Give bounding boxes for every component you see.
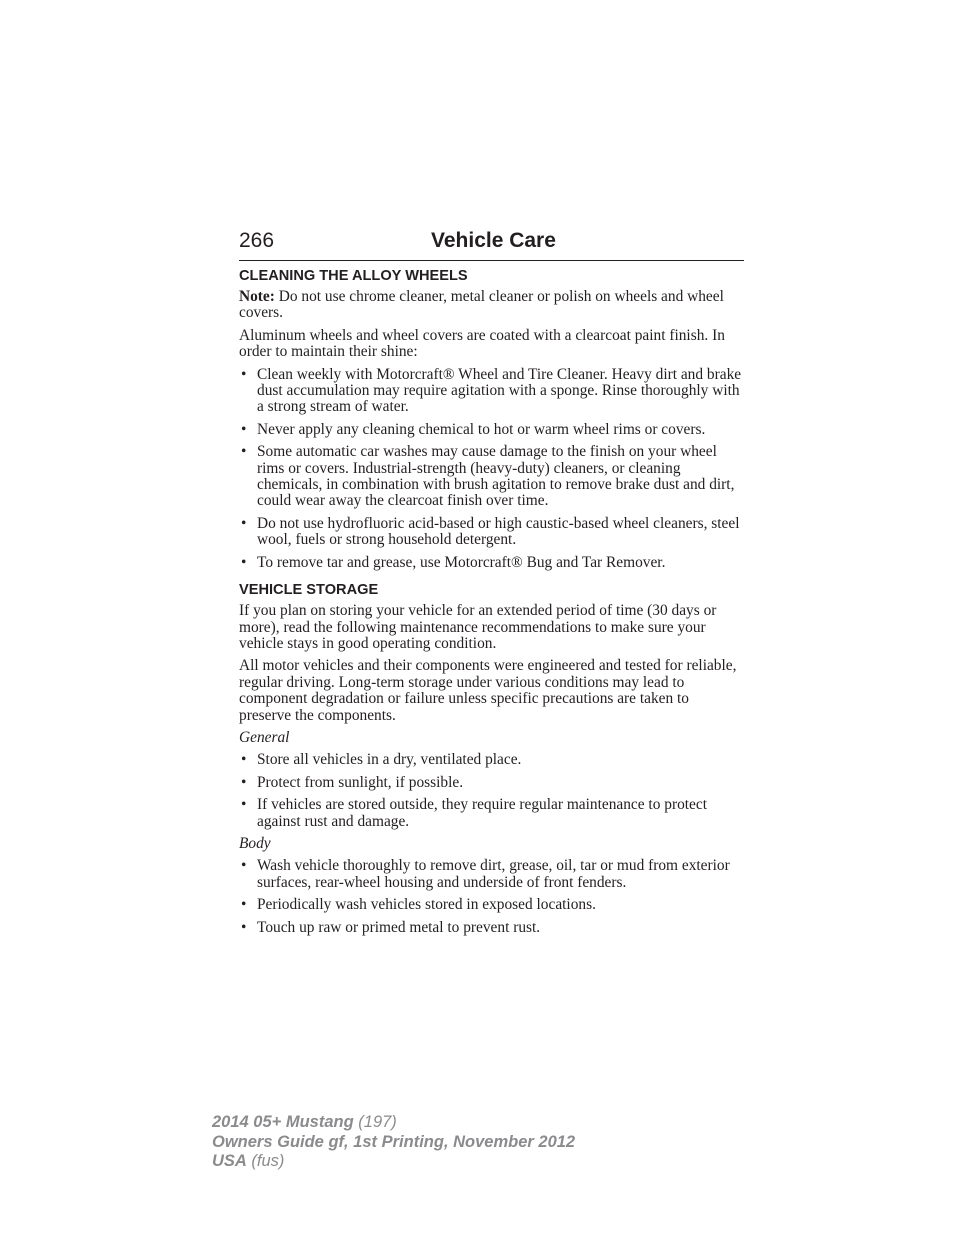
list-item: • Clean weekly with Motorcraft® Wheel and Tire Cleaner. Heavy dirt and brake dust accumulation may require agitation with a sponge. Rinse thoroughly with a strong stream of water.: [239, 367, 744, 416]
footer-market: USA: [212, 1152, 247, 1170]
footer-model: 2014 05+ Mustang: [212, 1113, 354, 1131]
footer-line-model: [212, 1113, 732, 1133]
note-label: Note:: [239, 288, 275, 305]
footer-model-code: (197): [353, 1113, 397, 1131]
list-item: • Touch up raw or primed metal to prevent rust.: [239, 920, 744, 936]
list-item: • To remove tar and grease, use Motorcraft® Bug and Tar Remover.: [239, 555, 744, 571]
note-text: Do not use chrome cleaner, metal cleaner or polish on wheels and wheel covers.: [239, 288, 724, 322]
subheading-body: Body: [239, 834, 271, 852]
note-paragraph: [239, 289, 744, 322]
wheels-intro-paragraph: Aluminum wheels and wheel covers are coated with a clearcoat paint finish. In order to maintain their shine:: [239, 326, 725, 361]
page-header: [239, 229, 744, 261]
list-item: • Some automatic car washes may cause damage to the finish on your wheel rims or covers. Industrial-strength (heavy-duty) cleaners, or cleaning chemicals, in combination with brush agitation to remove brake dust and dirt, could wear away the clearcoat finish over time.: [239, 444, 744, 510]
list-item: • Store all vehicles in a dry, ventilated place.: [239, 752, 744, 768]
footer-line-printing: Owners Guide gf, 1st Printing, November 2012: [212, 1132, 576, 1151]
storage-paragraph-1: If you plan on storing your vehicle for an extended period of time (30 days or more), read the following maintenance recommendations to make sure your vehicle stays in good operating condition.: [239, 602, 717, 652]
storage-paragraph-2: All motor vehicles and their components were engineered and tested for reliable, regular driving. Long-term storage under various conditions may lead to component degradation or failure unless specific precautions are taken to preserve the components.: [239, 657, 737, 724]
print-footer: [212, 1113, 732, 1172]
wheel-care-list: [239, 367, 744, 571]
chapter-title: Vehicle Care: [431, 229, 556, 252]
subheading-general: General: [239, 728, 290, 746]
section-heading-cleaning-alloy-wheels: CLEANING THE ALLOY WHEELS: [239, 268, 468, 284]
list-item: • Wash vehicle thoroughly to remove dirt, grease, oil, tar or mud from exterior surfaces, rear-wheel housing and underside of front fenders.: [239, 858, 744, 891]
list-item: • Do not use hydrofluoric acid-based or high caustic-based wheel cleaners, steel wool, fuels or strong household detergent.: [239, 516, 744, 549]
page-number: 266: [239, 229, 275, 252]
list-item: • If vehicles are stored outside, they require regular maintenance to protect against rust and damage.: [239, 797, 744, 830]
body-storage-list: [239, 858, 744, 936]
general-storage-list: [239, 752, 744, 830]
footer-market-code: (fus): [246, 1152, 285, 1170]
list-item: • Periodically wash vehicles stored in exposed locations.: [239, 897, 744, 913]
page-content: [239, 267, 744, 942]
section-heading-vehicle-storage: VEHICLE STORAGE: [239, 582, 379, 599]
footer-line-market: [212, 1152, 732, 1172]
list-item: • Never apply any cleaning chemical to hot or warm wheel rims or covers.: [239, 422, 744, 438]
list-item: • Protect from sunlight, if possible.: [239, 775, 744, 791]
